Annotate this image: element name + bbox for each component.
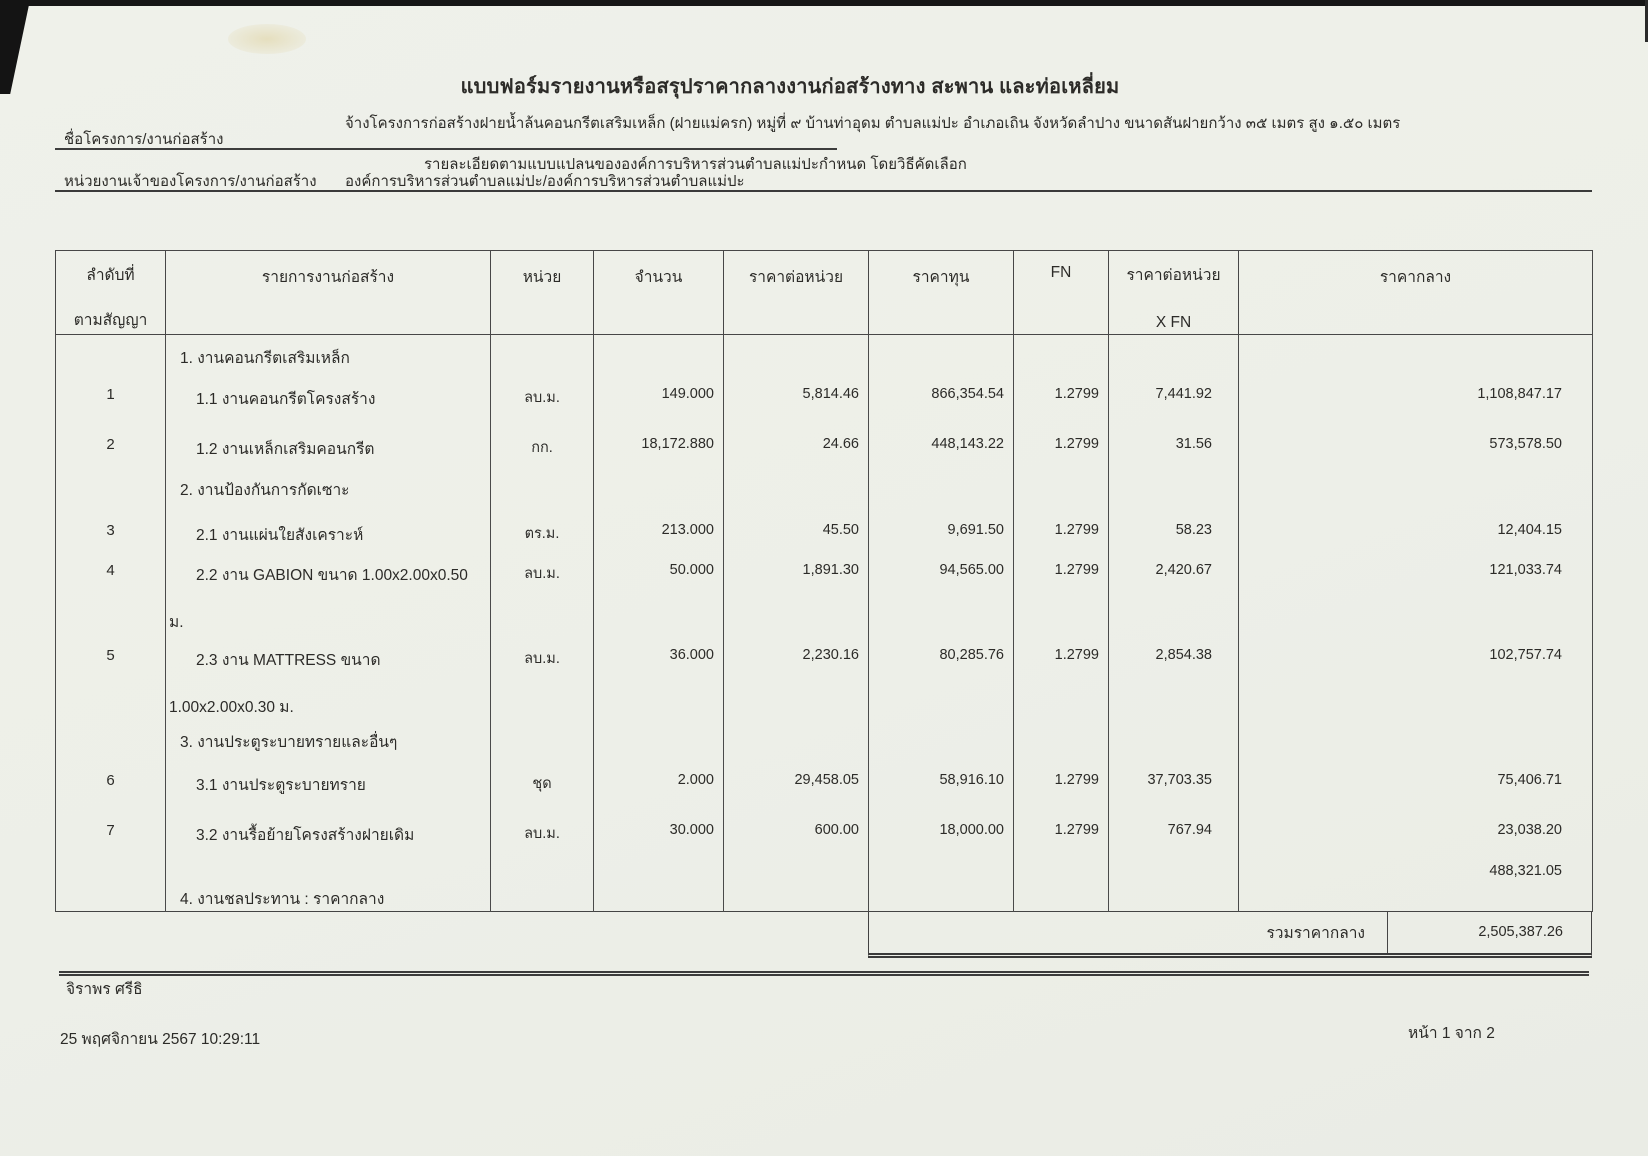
cell-no: 3 [56, 509, 166, 549]
header-cost: ราคาทุน [869, 251, 1014, 335]
cell-unit: ลบ.ม. [491, 634, 594, 719]
cell-median: 12,404.15 [1239, 509, 1593, 549]
cell-unit-price: 1,891.30 [724, 549, 869, 634]
cell-item [166, 509, 491, 549]
cell-qty [594, 467, 724, 509]
footer-print-datetime: 25 พฤศจิกายน 2567 10:29:11 [60, 1031, 261, 1048]
cell-median [1239, 467, 1593, 509]
cell-unit-price: 29,458.05 [724, 759, 869, 809]
cell-qty [594, 335, 724, 373]
table-row-section-1 [56, 335, 1593, 373]
project-description-line2: รายละเอียดตามแบบแปลนขององค์การบริหารส่วนตำบลแม่ปะกำหนด โดยวิธีคัดเลือก [424, 156, 967, 173]
table-row-item-2 [56, 423, 1593, 467]
cell-unit [491, 335, 594, 373]
cell-unit-price: 600.00 [724, 809, 869, 855]
cell-item [166, 467, 491, 509]
cell-qty: 36.000 [594, 634, 724, 719]
cell-qty: 149.000 [594, 373, 724, 423]
header-divider-1 [55, 148, 837, 150]
cell-unit-price [724, 855, 869, 912]
header-unit-price: ราคาต่อหน่วย [724, 251, 869, 335]
cell-median: 1,108,847.17 [1239, 373, 1593, 423]
cell-median: 121,033.74 [1239, 549, 1593, 634]
section-title: 4. งานชลประทาน : ราคากลาง [180, 890, 385, 908]
cell-no: 5 [56, 634, 166, 719]
cell-no: 1 [56, 373, 166, 423]
cell-median: 75,406.71 [1239, 759, 1593, 809]
cell-median: 23,038.20 [1239, 809, 1593, 855]
cell-fn [1014, 719, 1109, 759]
cell-unit [491, 467, 594, 509]
cell-fn [1014, 855, 1109, 912]
cell-unit: ลบ.ม. [491, 373, 594, 423]
cell-qty: 18,172.880 [594, 423, 724, 467]
cell-unit-price-fn: 767.94 [1109, 809, 1239, 855]
cell-unit: ชุด [491, 759, 594, 809]
footer-page-indicator: หน้า 1 จาก 2 [1408, 1025, 1495, 1042]
cell-item [166, 634, 491, 719]
table-row-item-6 [56, 759, 1593, 809]
cell-cost [869, 467, 1014, 509]
cell-cost: 18,000.00 [869, 809, 1014, 855]
cell-no [56, 467, 166, 509]
cell-item [166, 719, 491, 759]
cell-unit-price: 45.50 [724, 509, 869, 549]
agency-label: หน่วยงานเจ้าของโครงการ/งานก่อสร้าง [64, 173, 317, 190]
item-text: 3.1 งานประตูระบายทราย [196, 776, 366, 794]
table-row-item-1 [56, 373, 1593, 423]
cell-no [56, 855, 166, 912]
header-unit-price-fn-line2: X FN [1155, 314, 1192, 331]
cell-item [166, 335, 491, 373]
cell-qty: 50.000 [594, 549, 724, 634]
cell-item [166, 855, 491, 912]
cell-cost: 94,565.00 [869, 549, 1014, 634]
cell-item [166, 423, 491, 467]
cell-no: 4 [56, 549, 166, 634]
table-row-section-3 [56, 719, 1593, 759]
cell-unit-price-fn [1109, 855, 1239, 912]
cell-qty: 213.000 [594, 509, 724, 549]
cell-fn: 1.2799 [1014, 759, 1109, 809]
cell-fn: 1.2799 [1014, 373, 1109, 423]
table-header-row [56, 251, 1593, 335]
cell-unit: ลบ.ม. [491, 549, 594, 634]
header-divider-2 [55, 190, 1592, 192]
cell-unit-price: 2,230.16 [724, 634, 869, 719]
item-text: 2.3 งาน MATTRESS ขนาด [196, 651, 381, 669]
table-row-section-2 [56, 467, 1593, 509]
cell-qty: 2.000 [594, 759, 724, 809]
project-label: ชื่อโครงการ/งานก่อสร้าง [64, 131, 224, 148]
grand-total-row [868, 912, 1592, 958]
section-title: 2. งานป้องกันการกัดเซาะ [180, 481, 350, 499]
cost-summary-table [55, 250, 1593, 912]
cell-unit-price-fn: 58.23 [1109, 509, 1239, 549]
cell-cost: 9,691.50 [869, 509, 1014, 549]
cell-unit [491, 719, 594, 759]
cell-unit: ลบ.ม. [491, 809, 594, 855]
header-unit-price-fn [1109, 251, 1239, 335]
item-text: 2.1 งานแผ่นใยสังเคราะห์ [196, 526, 364, 544]
item-text: 2.2 งาน GABION ขนาด 1.00x2.00x0.50 [196, 566, 468, 584]
cell-unit [491, 855, 594, 912]
cell-fn: 1.2799 [1014, 809, 1109, 855]
item-text: 1.1 งานคอนกรีตโครงสร้าง [196, 390, 376, 408]
cell-unit-price-fn [1109, 467, 1239, 509]
cell-unit: กก. [491, 423, 594, 467]
cell-unit-price-fn [1109, 335, 1239, 373]
cell-cost [869, 855, 1014, 912]
cell-cost: 448,143.22 [869, 423, 1014, 467]
cell-median: 102,757.74 [1239, 634, 1593, 719]
cell-unit-price-fn [1109, 719, 1239, 759]
table-row-item-7 [56, 809, 1593, 855]
cell-unit-price: 24.66 [724, 423, 869, 467]
cell-qty [594, 855, 724, 912]
document-body [55, 250, 1592, 976]
item-text: 3.2 งานรื้อย้ายโครงสร้างฝายเดิม [196, 826, 415, 844]
cell-unit-price-fn: 31.56 [1109, 423, 1239, 467]
grand-total-value: 2,505,387.26 [1478, 924, 1563, 940]
document-title: แบบฟอร์มรายงานหรือสรุปราคากลางงานก่อสร้างทาง สะพาน และท่อเหลี่ยม [460, 76, 1120, 98]
cell-unit-price [724, 467, 869, 509]
cell-fn: 1.2799 [1014, 634, 1109, 719]
cell-qty [594, 719, 724, 759]
header-fn: FN [1014, 251, 1109, 335]
cell-median: 573,578.50 [1239, 423, 1593, 467]
header-no-line2: ตามสัญญา [73, 312, 148, 329]
header-item: รายการงานก่อสร้าง [166, 251, 491, 335]
item-text: 1.2 งานเหล็กเสริมคอนกรีต [196, 440, 375, 458]
scan-stain-artifact [228, 24, 306, 54]
cell-cost: 80,285.76 [869, 634, 1014, 719]
cell-unit-price-fn: 37,703.35 [1109, 759, 1239, 809]
cell-unit-price-fn: 2,854.38 [1109, 634, 1239, 719]
cell-item [166, 373, 491, 423]
table-row-item-4 [56, 549, 1593, 634]
cell-qty: 30.000 [594, 809, 724, 855]
cell-item [166, 809, 491, 855]
table-row-item-5 [56, 634, 1593, 719]
header-median-price: ราคากลาง [1239, 251, 1593, 335]
cell-cost: 58,916.10 [869, 759, 1014, 809]
cell-fn: 1.2799 [1014, 423, 1109, 467]
cell-unit-price-fn: 2,420.67 [1109, 549, 1239, 634]
cell-cost: 866,354.54 [869, 373, 1014, 423]
bottom-divider [59, 971, 1589, 976]
table-row-section-4 [56, 855, 1593, 912]
cell-median [1239, 335, 1593, 373]
project-description-line1: จ้างโครงการก่อสร้างฝายน้ำล้นคอนกรีตเสริมเหล็ก (ฝายแม่ครก) หมู่ที่ ๙ บ้านท่าอุดม ตำบลแม่ปะ อำเภอเถิน จังหวัดลำปาง ขนาดสันฝายกว้าง ๓๕ เมตร สูง ๑.๕๐ เมตร [345, 115, 1401, 132]
cell-no [56, 719, 166, 759]
scan-edge-top-artifact [0, 0, 1648, 6]
grand-total-label: รวมราคากลาง [869, 912, 1388, 953]
cell-no: 6 [56, 759, 166, 809]
cell-item [166, 759, 491, 809]
cell-unit: ตร.ม. [491, 509, 594, 549]
cell-fn [1014, 335, 1109, 373]
cell-median [1239, 719, 1593, 759]
item-text-cont: 1.00x2.00x0.30 ม. [169, 698, 294, 716]
cell-fn: 1.2799 [1014, 509, 1109, 549]
cell-cost [869, 719, 1014, 759]
footer-author-name: จิราพร ศรีธิ [66, 981, 143, 998]
table-row-item-3 [56, 509, 1593, 549]
agency-value: องค์การบริหารส่วนตำบลแม่ปะ/องค์การบริหารส่วนตำบลแม่ปะ [345, 173, 745, 190]
section-title: 3. งานประตูระบายทรายและอื่นๆ [180, 733, 398, 751]
cell-item [166, 549, 491, 634]
cell-unit-price [724, 719, 869, 759]
cell-unit-price [724, 335, 869, 373]
cell-fn [1014, 467, 1109, 509]
header-unit-price-fn-line1: ราคาต่อหน่วย [1126, 267, 1221, 284]
cell-cost [869, 335, 1014, 373]
header-qty: จำนวน [594, 251, 724, 335]
cell-no [56, 335, 166, 373]
header-unit: หน่วย [491, 251, 594, 335]
header-no [56, 251, 166, 335]
cell-median: 488,321.05 [1239, 855, 1593, 912]
cell-no: 2 [56, 423, 166, 467]
section-title: 1. งานคอนกรีตเสริมเหล็ก [180, 350, 350, 367]
item-text-cont: ม. [169, 613, 184, 631]
cell-unit-price-fn: 7,441.92 [1109, 373, 1239, 423]
cell-fn: 1.2799 [1014, 549, 1109, 634]
cell-no: 7 [56, 809, 166, 855]
header-no-line1: ลำดับที่ [86, 267, 135, 284]
cell-unit-price: 5,814.46 [724, 373, 869, 423]
